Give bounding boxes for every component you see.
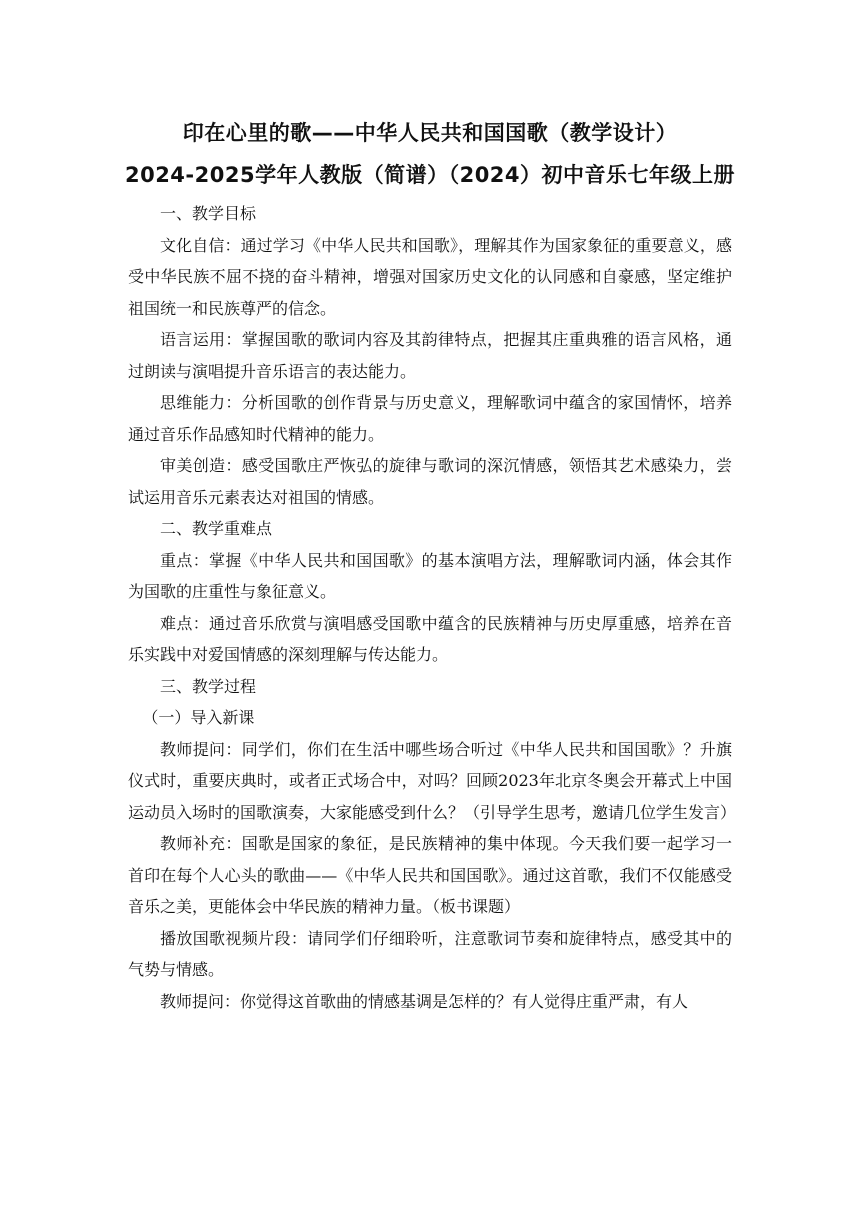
document-title: 印在心里的歌——中华人民共和国国歌（教学设计） — [182, 121, 678, 145]
section-heading-key-points: 二、教学重难点 — [160, 519, 273, 538]
paragraph-key-point: 重点：掌握《中华人民共和国国歌》的基本演唱方法，理解歌词内涵，体会其作为国歌的庄重性与象征意义。 — [128, 550, 732, 601]
document-subtitle: 2024-2025学年人教版（简谱）（2024）初中音乐七年级上册 — [124, 163, 736, 187]
paragraph-difficult-point: 难点：通过音乐欣赏与演唱感受国歌中蕴含的民族精神与历史厚重感，培养在音乐实践中对爱国情感的深刻理解与传达能力。 — [128, 613, 732, 664]
paragraph-goal-aesthetic: 审美创造：感受国歌庄严恢弘的旋律与歌词的深沉情感，领悟其艺术感染力，尝试运用音乐元素表达对祖国的情感。 — [128, 456, 732, 507]
subsection-heading-introduction: （一）导入新课 — [142, 708, 255, 727]
paragraph-goal-culture: 文化自信：通过学习《中华人民共和国歌》，理解其作为国家象征的重要意义，感受中华民族不屈不挠的奋斗精神，增强对国家历史文化的认同感和自豪感，坚定维护祖国统一和民族尊严的信念。 — [128, 235, 732, 318]
paragraph-teacher-supplement: 教师补充：国歌是国家的象征，是民族精神的集中体现。今天我们要一起学习一首印在每个人心头的歌曲——《中华人民共和国国歌》。通过这首歌，我们不仅能感受音乐之美，更能体会中华民族的精神力量。（板书课题） — [128, 834, 732, 916]
paragraph-teacher-question-1: 教师提问：同学们，你们在生活中哪些场合听过《中华人民共和国国歌》？升旗仪式时，重要庆典时，或者正式场合中，对吗？回顾2023年北京冬奥会开幕式上中国运动员入场时的国歌演奏，大家能感受到什么？（引导学生思考，邀请几位学生发言） — [128, 739, 737, 822]
paragraph-video: 播放国歌视频片段：请同学们仔细聆听，注意歌词节奏和旋律特点，感受其中的气势与情感。 — [128, 928, 732, 979]
paragraph-goal-language: 语言运用：掌握国歌的歌词内容及其韵律特点，把握其庄重典雅的语言风格，通过朗读与演唱提升音乐语言的表达能力。 — [128, 330, 732, 381]
section-heading-teaching-process: 三、教学过程 — [160, 676, 257, 696]
paragraph-teacher-question-2: 教师提问：你觉得这首歌曲的情感基调是怎样的？有人觉得庄重严肃，有人 — [160, 991, 689, 1011]
paragraph-goal-thinking: 思维能力：分析国歌的创作背景与历史意义，理解歌词中蕴含的家国情怀，培养通过音乐作品感知时代精神的能力。 — [128, 393, 732, 444]
section-heading-teaching-goals: 一、教学目标 — [160, 204, 257, 223]
document-body — [128, 198, 737, 1017]
